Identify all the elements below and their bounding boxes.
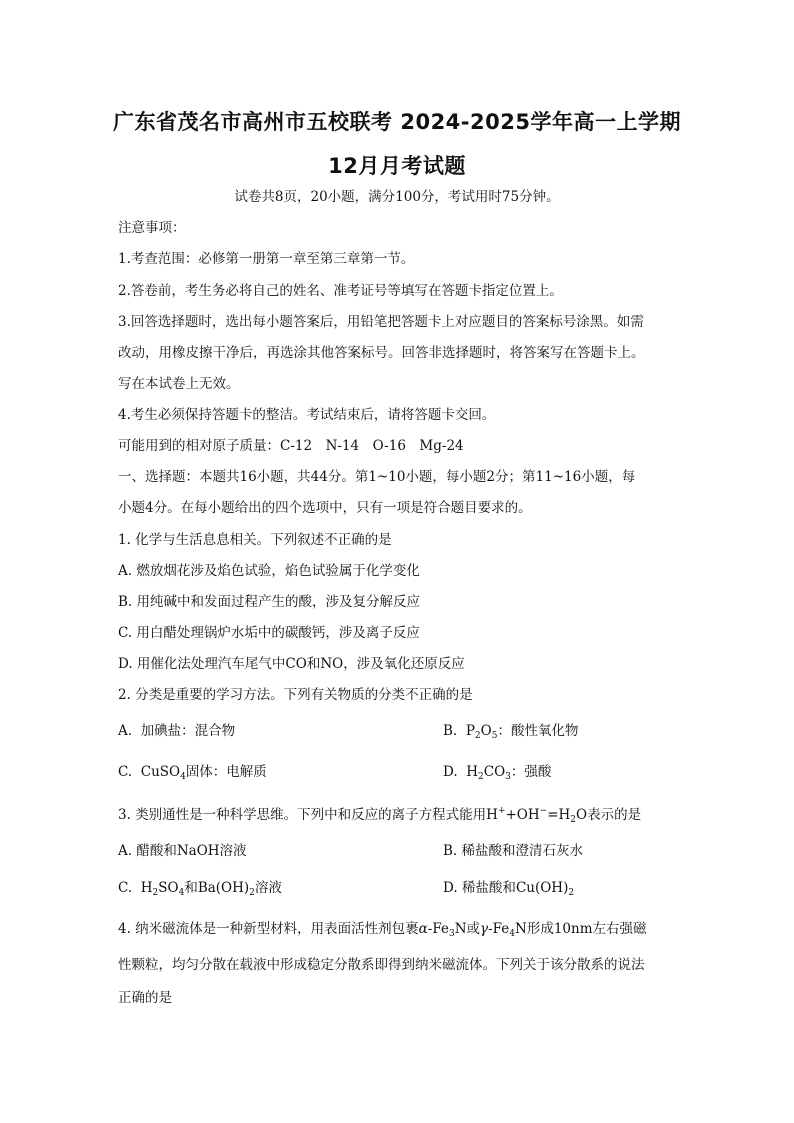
- notice-item: 2.答卷前，考生务必将自己的姓名、准考证号等填写在答题卡指定位置上。: [118, 283, 563, 299]
- q3-option-a: A. 醋酸和NaOH溶液: [118, 843, 247, 859]
- exam-title-line1: 广东省茂名市高州市五校联考 2024-2025学年高一上学期: [113, 110, 681, 134]
- q4-stem-line2: 性颗粒，均匀分散在载液中形成稳定分散系即得到纳米磁流体。下列关于该分散系的说法: [118, 957, 645, 973]
- exam-title-line2: 12月月考试题: [328, 154, 466, 178]
- formula-gamma-fe4n: $\gamma-Fe_4N$: [480, 921, 527, 939]
- q3-option-d: D. 稀盐酸和$Cu(OH)_2$: [443, 880, 575, 898]
- q3-option-b: B. 稀盐酸和澄清石灰水: [443, 843, 584, 859]
- formula-p2o5: $P_2O_5$: [465, 723, 498, 741]
- atomic-masses: 可能用到的相对原子质量：C-12 N-14 O-16 Mg-24: [118, 438, 464, 454]
- notice-item: 3.回答选择题时，选出每小题答案后，用铅笔把答题卡上对应题目的答案标号涂黑。如需: [118, 314, 644, 330]
- q1-stem: 1. 化学与生活息息相关。下列叙述不正确的是: [118, 532, 392, 548]
- notice-heading: 注意事项：: [118, 220, 186, 236]
- notice-item: 改动，用橡皮擦干净后，再选涂其他答案标号。回答非选择题时，将答案写在答题卡上。: [118, 345, 645, 361]
- q1-option-b: B. 用纯碱中和发面过程产生的酸，涉及复分解反应: [118, 594, 421, 610]
- q2-option-c: C. CuSO$_4$固体：电解质: [118, 764, 267, 782]
- notice-item: 写在本试卷上无效。: [118, 376, 240, 392]
- q1-option-d: D. 用催化法处理汽车尾气中CO和NO，涉及氧化还原反应: [118, 656, 465, 672]
- q2-option-d: D. $H_2CO_3$：强酸: [443, 764, 552, 782]
- q2-option-b: B. $P_2O_5$：酸性氧化物: [443, 723, 579, 741]
- formula-alpha-fe3n: $\alpha-Fe_3N$: [418, 921, 467, 939]
- formula-h2co3: $H_2CO_3$: [466, 764, 511, 782]
- formula-h2so4: $H_2SO_4$: [140, 880, 185, 898]
- q2-option-a: A. 加碘盐：混合物: [118, 723, 236, 739]
- q4-stem-line3: 正确的是: [118, 990, 172, 1006]
- q1-option-c: C. 用白醋处理锅炉水垢中的碳酸钙，涉及离子反应: [118, 625, 420, 641]
- exam-info: 试卷共8页，20小题，满分100分，考试用时75分钟。: [234, 189, 560, 205]
- formula-neutralization: $H^++OH^-=H_2O$: [486, 806, 588, 825]
- formula-cuso4: CuSO$_4$: [140, 764, 186, 782]
- q3-option-c: C. $H_2SO_4$和$Ba(OH)_2$溶液: [118, 880, 282, 898]
- q2-stem: 2. 分类是重要的学习方法。下列有关物质的分类不正确的是: [118, 687, 473, 703]
- formula-cuoh2: $Cu(OH)_2$: [515, 880, 575, 898]
- notice-item: 4.考生必须保持答题卡的整洁。考试结束后，请将答题卡交回。: [118, 407, 496, 423]
- section1-instructions: 小题4分。在每小题给出的四个选项中，只有一项是符合题目要求的。: [118, 500, 532, 516]
- q4-stem-line1: 4. 纳米磁流体是一种新型材料，用表面活性剂包裹$\alpha-Fe_3N$或$\gamma-Fe_4N$形成10nm左右强磁: [118, 921, 647, 939]
- notice-item: 1.考查范围：必修第一册第一章至第三章第一节。: [118, 251, 415, 267]
- q1-option-a: A. 燃放烟花涉及焰色试验，焰色试验属于化学变化: [118, 563, 420, 579]
- formula-baoh2: $Ba(OH)_2$: [197, 880, 255, 898]
- q3-stem: 3. 类别通性是一种科学思维。下列中和反应的离子方程式能用$H^++OH^-=H_2O$表示的是: [118, 806, 642, 825]
- section1-instructions: 一、选择题：本题共16小题，共44分。第1~10小题，每小题2分；第11~16小题，每: [118, 469, 636, 485]
